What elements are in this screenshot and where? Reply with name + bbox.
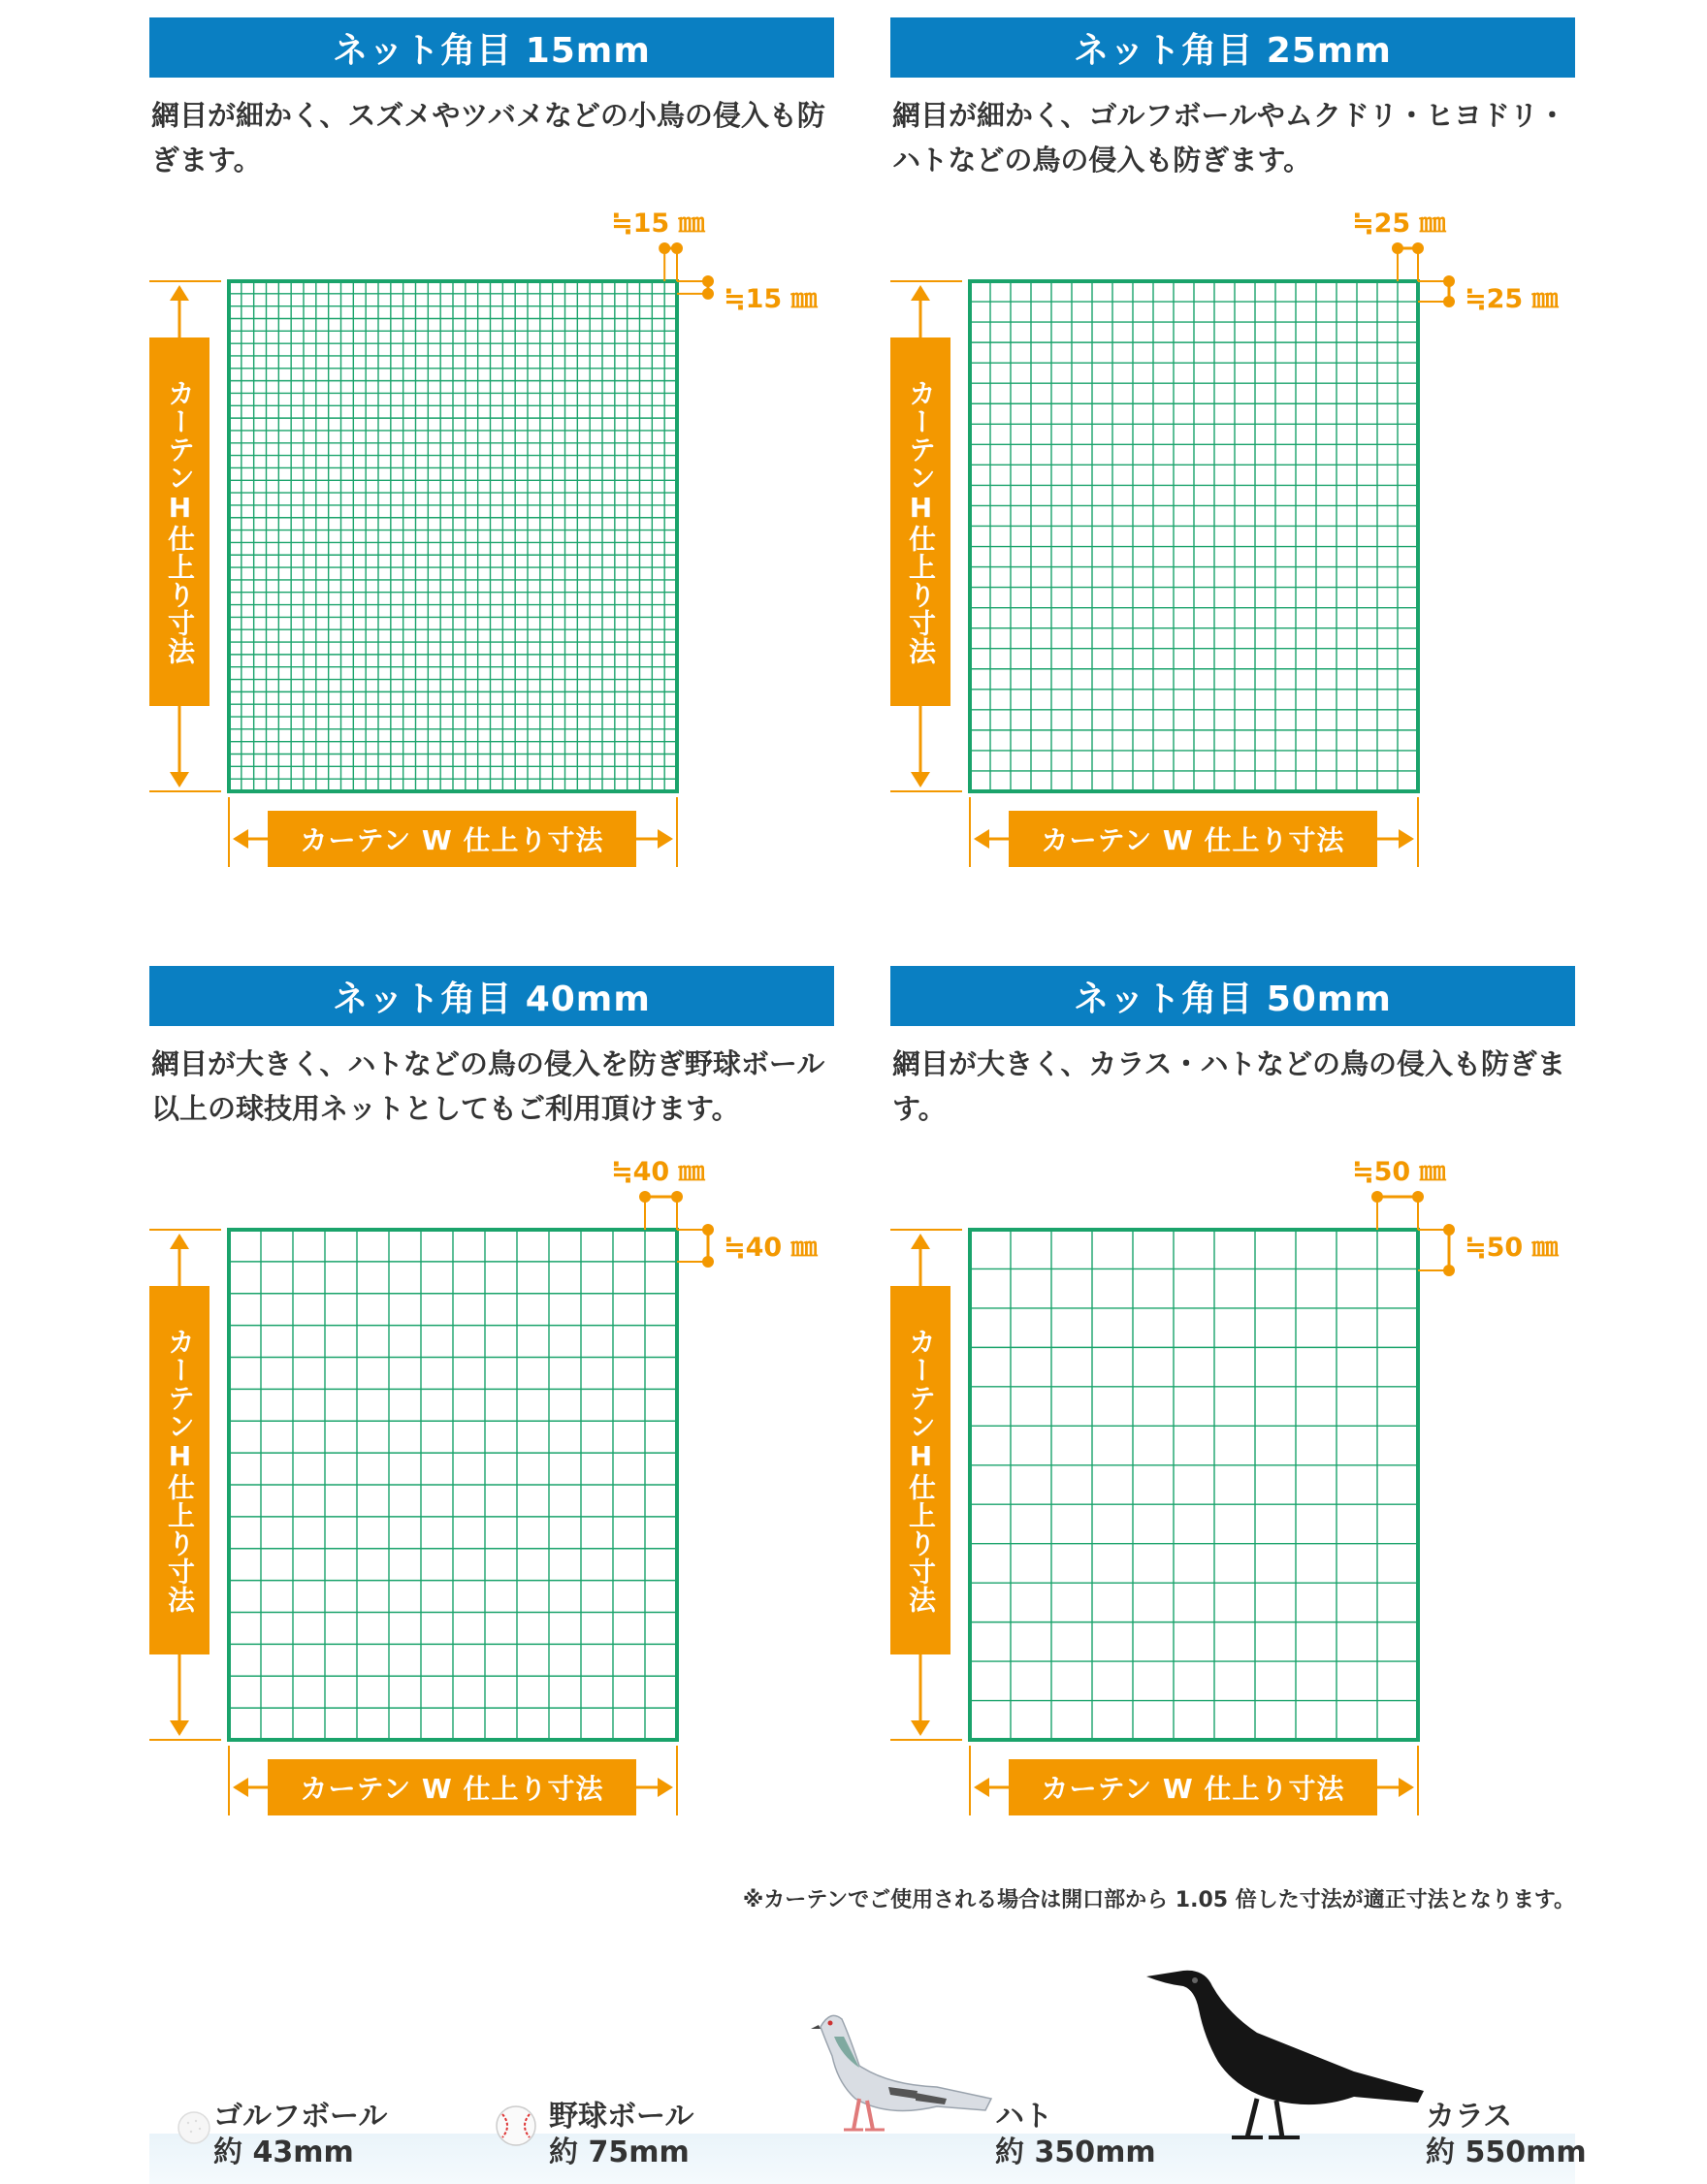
dimension-dot-icon: [1371, 1191, 1383, 1203]
size-item-pigeon: [995, 2099, 1156, 2170]
dimension-dot-icon: [659, 242, 670, 254]
arrow-left-icon: [974, 829, 989, 849]
panel-description: 網目が大きく、カラス・ハトなどの鳥の侵入も防ぎます。: [892, 1047, 1565, 1125]
arrow-up-icon: [911, 285, 930, 301]
net-panel-40mm: [149, 966, 886, 1878]
mesh-dimension-side: ≒15 ㎜: [724, 284, 818, 314]
mesh-dimension-top: ≒50 ㎜: [1352, 1157, 1446, 1187]
dimension-dot-icon: [639, 1191, 651, 1203]
net-border: [970, 1230, 1418, 1740]
mesh-dimension-side: ≒50 ㎜: [1465, 1233, 1559, 1263]
curtain-width-label: カーテン W 仕上り寸法: [1009, 811, 1377, 867]
dimension-dot-icon: [671, 242, 683, 254]
arrow-right-icon: [1399, 1778, 1414, 1797]
size-item-golf-ball: [213, 2099, 387, 2170]
item-name: 野球ボール: [549, 2100, 694, 2134]
curtain-width-label: カーテン W 仕上り寸法: [268, 811, 636, 867]
crow-icon: [1141, 1965, 1432, 2149]
size-item-crow: [1426, 2099, 1587, 2170]
curtain-width-label: カーテン W 仕上り寸法: [268, 1759, 636, 1815]
item-name: カラス: [1426, 2100, 1513, 2134]
arrow-up-icon: [911, 1234, 930, 1249]
curtain-height-label: カーテンH仕上り寸法: [890, 337, 950, 706]
panel-description: 網目が細かく、ゴルフボールやムクドリ・ヒヨドリ・ハトなどの鳥の侵入も防ぎます。: [892, 99, 1566, 177]
mesh-dimension-side: ≒40 ㎜: [724, 1233, 818, 1263]
mesh-dimension-side: ≒25 ㎜: [1465, 284, 1559, 314]
net-panel-50mm: [890, 966, 1627, 1878]
panel-title: ネット角目 50mm: [890, 966, 1575, 1026]
net-panel-15mm: [149, 17, 886, 929]
dimension-dot-icon: [1392, 242, 1403, 254]
net-diagram: [890, 966, 1627, 1839]
dimension-dot-icon: [1443, 1224, 1455, 1236]
curtain-height-label: カーテンH仕上り寸法: [149, 1286, 209, 1654]
arrow-up-icon: [170, 285, 189, 301]
net-diagram: [149, 966, 886, 1839]
dimension-dot-icon: [1443, 275, 1455, 287]
baseball-icon: [495, 2104, 537, 2147]
arrow-right-icon: [658, 1778, 673, 1797]
curtain-width-label: カーテン W 仕上り寸法: [1009, 1759, 1377, 1815]
panel-title: ネット角目 40mm: [149, 966, 834, 1026]
mesh-dimension-top: ≒15 ㎜: [611, 209, 705, 239]
dimension-dot-icon: [1412, 1191, 1424, 1203]
item-name: ハト: [995, 2100, 1053, 2134]
arrow-right-icon: [1399, 829, 1414, 849]
item-size: 約 550mm: [1426, 2136, 1587, 2169]
item-size: 約 75mm: [549, 2136, 690, 2169]
golf-ball-icon: [177, 2110, 211, 2145]
dimension-dot-icon: [1443, 296, 1455, 307]
dimension-dot-icon: [671, 1191, 683, 1203]
item-size: 約 43mm: [213, 2136, 354, 2169]
arrow-left-icon: [233, 1778, 248, 1797]
pigeon-icon: [801, 1998, 995, 2143]
dimension-dot-icon: [702, 288, 714, 300]
item-name: ゴルフボール: [213, 2100, 388, 2134]
arrow-down-icon: [170, 772, 189, 787]
arrow-left-icon: [233, 829, 248, 849]
panel-description: 網目が細かく、スズメやツバメなどの小鳥の侵入も防ぎます。: [151, 99, 825, 177]
size-item-baseball: [549, 2099, 693, 2170]
dimension-dot-icon: [1412, 242, 1424, 254]
arrow-down-icon: [911, 1720, 930, 1736]
panel-description: 網目が大きく、ハトなどの鳥の侵入を防ぎ野球ボール以上の球技用ネットとしてもご利用頂けます。: [151, 1047, 825, 1125]
panel-title: ネット角目 25mm: [890, 17, 1575, 78]
dimension-dot-icon: [702, 1256, 714, 1268]
item-size: 約 350mm: [995, 2136, 1156, 2169]
usage-note: ※カーテンでご使用される場合は開口部から 1.05 倍した寸法が適正寸法となります。: [742, 1888, 1575, 1912]
net-diagram: [890, 17, 1627, 890]
dimension-dot-icon: [702, 1224, 714, 1236]
dimension-dot-icon: [1443, 1265, 1455, 1276]
arrow-down-icon: [170, 1720, 189, 1736]
mesh-dimension-top: ≒25 ㎜: [1352, 209, 1446, 239]
arrow-down-icon: [911, 772, 930, 787]
arrow-left-icon: [974, 1778, 989, 1797]
curtain-height-label: カーテンH仕上り寸法: [890, 1286, 950, 1654]
mesh-dimension-top: ≒40 ㎜: [611, 1157, 705, 1187]
arrow-right-icon: [658, 829, 673, 849]
curtain-height-label: カーテンH仕上り寸法: [149, 337, 209, 706]
net-panel-25mm: [890, 17, 1627, 929]
panel-title: ネット角目 15mm: [149, 17, 834, 78]
net-diagram: [149, 17, 886, 890]
arrow-up-icon: [170, 1234, 189, 1249]
dimension-dot-icon: [702, 275, 714, 287]
